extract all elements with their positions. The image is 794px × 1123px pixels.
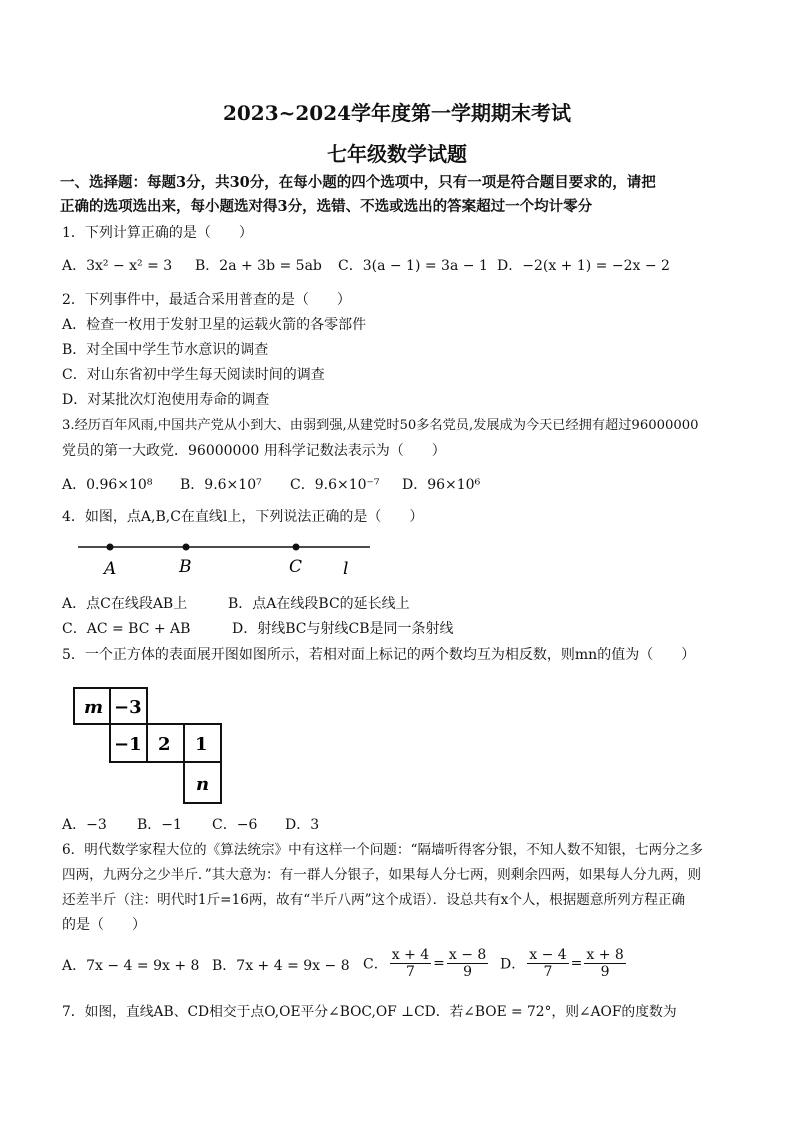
equals-sign: =	[570, 955, 583, 972]
q6-option-b: B．7x + 4 = 9x − 8	[212, 958, 350, 974]
q1-option-c: C．3(a − 1) = 3a − 1	[338, 258, 488, 274]
q6-stem-line2: 四两，九两分之少半斤．”其大意为：有一群人分银子，如果每人分七两，则剩余四两，如果每人分九两，则	[62, 867, 702, 883]
point-a	[107, 544, 114, 551]
q6-stem-line1: 6．明代数学家程大位的《算法统宗》中有这样一个问题：“隔墙听得客分银，不知人数不知银，七两分之多	[62, 842, 703, 858]
q6-option-c-label: C．	[363, 956, 388, 973]
q2-option-a: A．检查一枚用于发射卫星的运载火箭的各零部件	[62, 317, 367, 333]
point-c	[293, 544, 300, 551]
cell-label-neg3: −3	[114, 697, 142, 718]
q3-option-d: D．96×10⁶	[402, 477, 481, 493]
q3-stem-line1: 3.经历百年风雨,中国共产党从小到大、由弱到强,从建党时50多名党员,发展成为今天已经拥有超过96000000	[62, 418, 699, 433]
q6-option-c	[363, 947, 490, 980]
cell-label-1: 1	[195, 734, 208, 755]
q5-option-a: A．−3	[62, 817, 107, 833]
cell-label-neg1: −1	[114, 734, 142, 755]
section-instructions-line2: 正确的选项选出来，每小题选对得3分，选错、不选或选出的答案超过一个均计零分	[60, 198, 593, 215]
q2-option-d: D．对某批次灯泡使用寿命的调查	[62, 392, 270, 408]
q4-option-b: B．点A在线段BC的延长线上	[228, 596, 410, 612]
exam-title: 2023~2024学年度第一学期期末考试	[222, 101, 572, 125]
q4-option-c: C．AC = BC + AB	[62, 621, 191, 637]
label-c: C	[289, 557, 303, 577]
q2-stem: 2．下列事件中，最适合采用普查的是（ ）	[62, 292, 351, 308]
q6-stem-line3: 还差半斤（注：明代时1斤=16两，故有“半斤八两”这个成语）．设总共有x个人，根据题意所列方程正确	[62, 892, 686, 908]
fraction-numerator: x + 8	[586, 947, 624, 963]
q1-stem: 1．下列计算正确的是（ ）	[62, 225, 253, 241]
fraction-denominator: 7	[405, 964, 415, 980]
cell-label-n: n	[196, 774, 210, 795]
q5-stem: 5．一个正方体的表面展开图如图所示，若相对面上标记的两个数均互为相反数，则mn的值为（ ）	[62, 647, 696, 663]
q4-stem: 4．如图，点A,B,C在直线l上，下列说法正确的是（ ）	[62, 509, 424, 525]
point-b	[183, 544, 190, 551]
label-b: B	[179, 557, 192, 577]
q7-stem: 7．如图，直线AB、CD相交于点O,OE平分∠BOC,OF ⊥CD．若∠BOE = 72°，则∠AOF的度数为	[62, 1004, 677, 1020]
fraction-numerator: x + 4	[391, 947, 430, 963]
q1-option-d: D．−2(x + 1) = −2x − 2	[497, 258, 670, 274]
fraction-denominator: 9	[600, 964, 610, 980]
q5-cube-net-figure	[72, 686, 224, 806]
q3-option-a: A．0.96×10⁸	[62, 477, 153, 493]
fraction-numerator: x − 4	[529, 947, 567, 963]
q6-option-a: A．7x − 4 = 9x + 8	[62, 958, 200, 974]
q4-option-d: D．射线BC与射线CB是同一条射线	[232, 621, 454, 637]
q3-option-c: C．9.6×10⁻⁷	[290, 477, 380, 493]
q2-option-b: B．对全国中学生节水意识的调查	[62, 342, 269, 358]
q5-option-d: D．3	[285, 817, 320, 833]
q5-option-c: C．−6	[212, 817, 258, 833]
cell-label-2: 2	[158, 734, 171, 755]
label-l: l	[343, 559, 349, 579]
fraction-numerator: x − 8	[448, 947, 487, 963]
q3-option-b: B．9.6×10⁷	[180, 477, 262, 493]
q1-option-a: A．3x² − x² = 3	[62, 258, 173, 274]
q6-stem-line4: 的是（ ）	[62, 917, 146, 933]
q6-option-c-fraction-left	[390, 947, 431, 980]
q4-line-figure	[70, 535, 380, 580]
q6-option-d-fraction-left	[527, 947, 568, 980]
q6-option-c-fraction-right	[447, 947, 488, 980]
q5-option-b: B．−1	[137, 817, 182, 833]
q6-option-d-label: D．	[500, 956, 526, 973]
section-instructions-line1: 一、选择题：每题3分，共30分，在每小题的四个选项中，只有一项是符合题目要求的，请把	[60, 174, 656, 191]
q1-option-b: B．2a + 3b = 5ab	[195, 258, 322, 274]
fraction-denominator: 9	[463, 964, 473, 980]
q4-option-a: A．点C在线段AB上	[62, 596, 188, 612]
exam-subtitle: 七年级数学试题	[327, 142, 467, 166]
fraction-denominator: 7	[543, 964, 553, 980]
q6-option-d	[500, 947, 628, 980]
label-a: A	[104, 559, 117, 579]
q2-option-c: C．对山东省初中学生每天阅读时间的调查	[62, 367, 325, 383]
q3-stem-line2: 党员的第一大政党．96000000 用科学记数法表示为（ ）	[62, 443, 446, 459]
equals-sign: =	[433, 955, 445, 972]
cell-label-m: m	[84, 697, 104, 718]
q6-option-d-fraction-right	[584, 947, 625, 980]
